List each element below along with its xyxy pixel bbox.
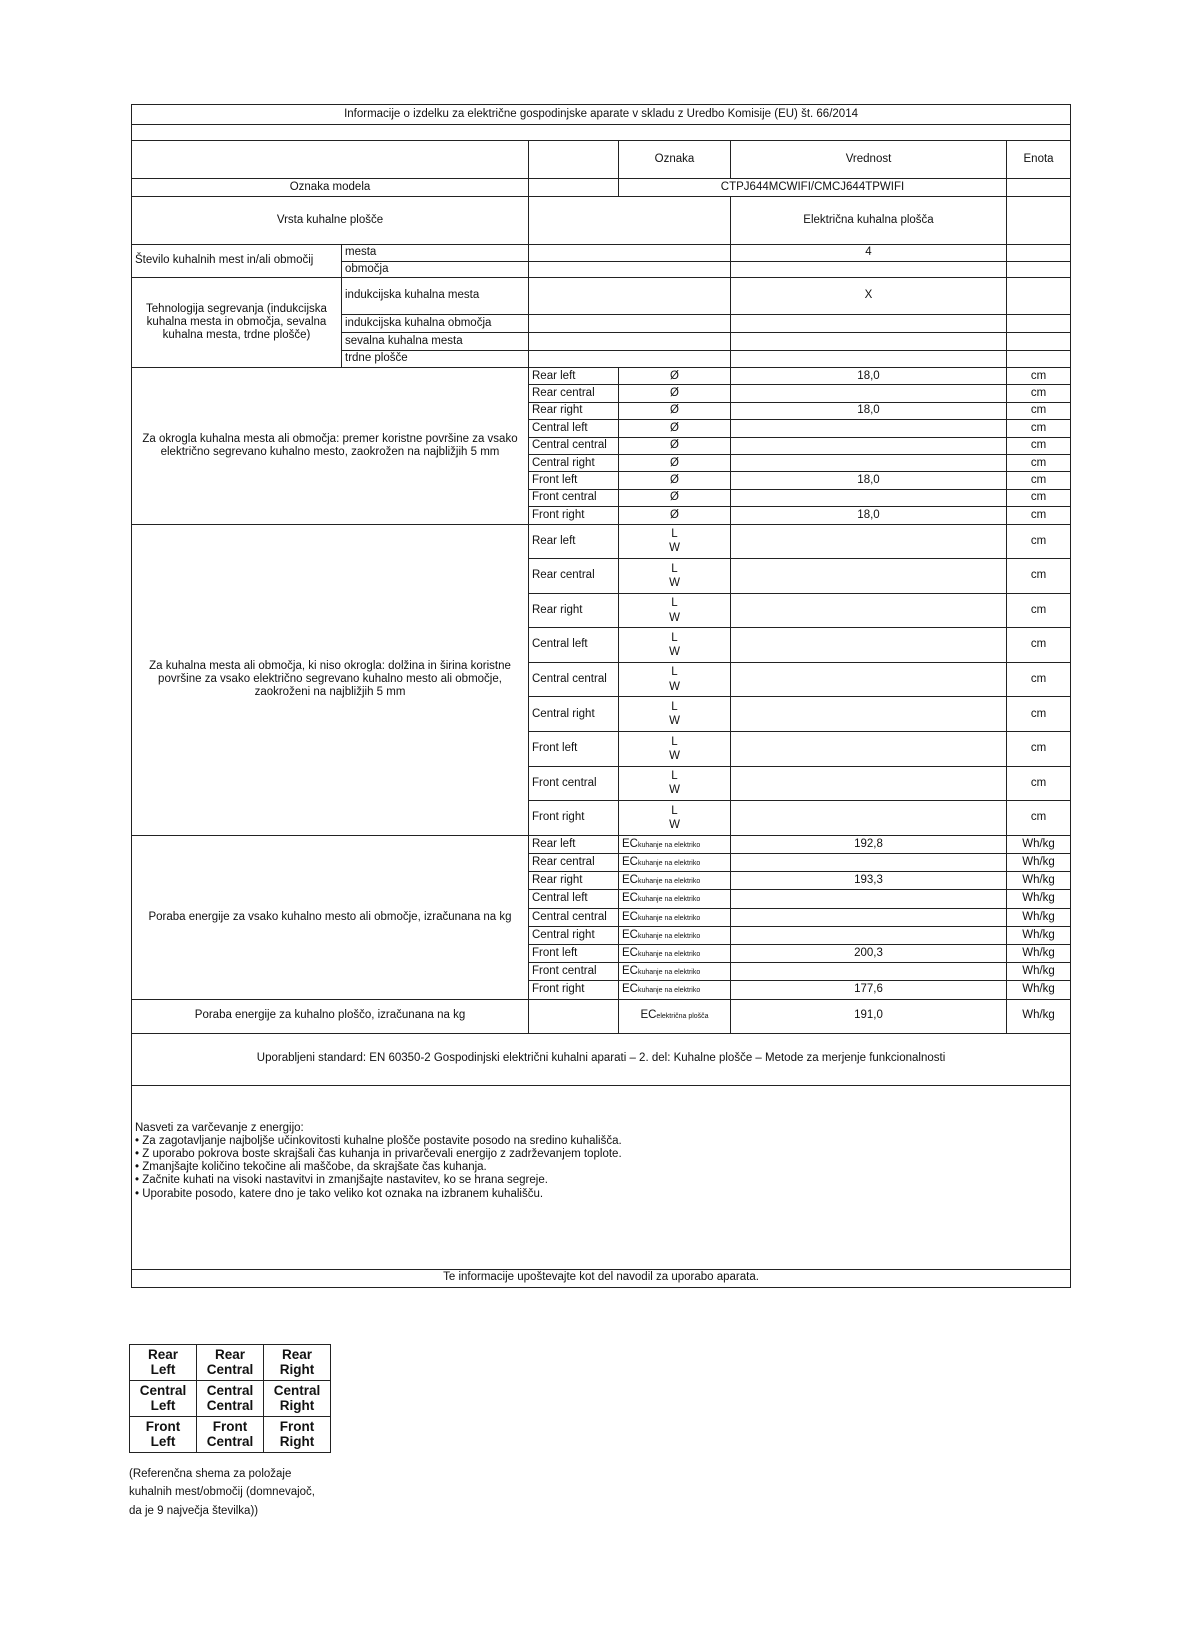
- energy-zone-unit: Wh/kg: [1007, 963, 1071, 981]
- lw-stack: [622, 700, 727, 729]
- lw-stack: [622, 527, 727, 556]
- energy-zone-unit: Wh/kg: [1007, 926, 1071, 944]
- reference-note: (Referenčna shema za položaje kuhalnih mest/območij (domnevajoč, da je 9 največja številka)): [129, 1468, 316, 1517]
- round-zone-value: [731, 489, 1007, 506]
- width-symbol: W: [669, 715, 680, 728]
- ec-symbol-main: EC: [640, 1009, 657, 1022]
- width-symbol: W: [669, 749, 680, 762]
- energy-zone-value: [731, 854, 1007, 872]
- width-symbol: W: [669, 784, 680, 797]
- length-width-symbols: [619, 732, 731, 767]
- lw-stack: [622, 631, 727, 660]
- energy-zone-unit: Wh/kg: [1007, 890, 1071, 908]
- round-zone-unit: cm: [1007, 385, 1071, 402]
- reference-grid-cell: Front Central: [197, 1417, 264, 1453]
- round-zone-value: [731, 454, 1007, 471]
- round-zone-unit: cm: [1007, 437, 1071, 454]
- length-symbol: L: [671, 804, 678, 817]
- column-enota: Enota: [1007, 141, 1071, 179]
- nonround-zone-unit: cm: [1007, 524, 1071, 559]
- footer-note: Te informacije upoštevajte kot del navodil za uporabo aparata.: [132, 1269, 1071, 1287]
- column-oznaka: Oznaka: [619, 141, 731, 179]
- energy-zone-value: 177,6: [731, 981, 1007, 999]
- blank-cell: [1007, 179, 1071, 197]
- tip-item: • Začnite kuhati na visoki nastavitvi in zmanjšajte nastavitev, ko se hrana segreje.: [135, 1174, 548, 1187]
- energy-zone-position: Rear central: [529, 854, 619, 872]
- ec-symbol-subscript: kuhanje na elektriko: [637, 969, 701, 977]
- reference-grid-cell: Central Left: [130, 1381, 197, 1417]
- width-symbol: W: [669, 819, 680, 832]
- lw-stack: [622, 596, 727, 625]
- spacer-row: [132, 125, 1071, 141]
- energy-zone-value: [731, 963, 1007, 981]
- round-zone-value: [731, 385, 1007, 402]
- round-zones-label: Za okrogla kuhalna mesta ali območja: premer koristne površine za vsako električno segrevano kuhalno mesto, zaokrožen na najbližjih 5 mm: [132, 368, 529, 525]
- ec-symbol-subscript: kuhanje na elektriko: [637, 987, 701, 995]
- ec-symbol: [622, 838, 700, 850]
- diameter-symbol: Ø: [619, 402, 731, 419]
- reference-grid-cell: Front Right: [264, 1417, 331, 1453]
- zones-count-sub-obmocja: območja: [342, 262, 529, 278]
- ec-symbol-main: EC: [622, 874, 638, 887]
- nonround-zone-unit: cm: [1007, 766, 1071, 801]
- hob-energy-symbol: [619, 999, 731, 1033]
- tip-item: • Zmanjšajte količino tekočine ali maščobe, da skrajšate čas kuhanja.: [135, 1161, 487, 1174]
- lw-stack: [622, 769, 727, 798]
- round-zone-value: 18,0: [731, 507, 1007, 524]
- length-width-symbols: [619, 559, 731, 594]
- round-zone-value: 18,0: [731, 472, 1007, 489]
- blank-cell: [529, 197, 731, 245]
- blank-cell: [529, 262, 731, 278]
- round-zone-position: Rear right: [529, 402, 619, 419]
- hob-energy-value: 191,0: [731, 999, 1007, 1033]
- energy-zone-value: 200,3: [731, 944, 1007, 962]
- ec-symbol-main: EC: [622, 837, 638, 850]
- standard-used: Uporabljeni standard: EN 60350-2 Gospodinjski električni kuhalni aparati – 2. del: Kuhalne plošče – Metode za merjenje funkcionalnosti: [132, 1033, 1071, 1085]
- energy-zone-symbol: [619, 981, 731, 999]
- zones-count-sub-mesta: mesta: [342, 245, 529, 262]
- nonround-zone-value: [731, 732, 1007, 767]
- width-symbol: W: [669, 646, 680, 659]
- hob-energy-label: Poraba energije za kuhalno ploščo, izračunana na kg: [132, 999, 529, 1033]
- tip-item: • Za zagotavljanje najboljše učinkovitosti kuhalne plošče postavite posodo na sredino kuhališča.: [135, 1134, 622, 1147]
- nonround-zone-value: [731, 593, 1007, 628]
- width-symbol: W: [669, 611, 680, 624]
- lw-stack: [622, 804, 727, 833]
- energy-zone-value: [731, 908, 1007, 926]
- nonround-zone-value: [731, 559, 1007, 594]
- diameter-symbol: Ø: [619, 420, 731, 437]
- length-symbol: L: [671, 770, 678, 783]
- round-zone-position: Central central: [529, 437, 619, 454]
- product-info-table: [131, 104, 1071, 1288]
- reference-grid-cell: Front Left: [130, 1417, 197, 1453]
- length-width-symbols: [619, 662, 731, 697]
- blank-cell: [529, 351, 731, 368]
- length-width-symbols: [619, 766, 731, 801]
- length-symbol: L: [671, 666, 678, 679]
- ec-symbol: [622, 965, 700, 977]
- nonround-zone-position: Rear left: [529, 524, 619, 559]
- technology-row-value: [731, 333, 1007, 351]
- length-symbol: L: [671, 700, 678, 713]
- energy-zone-unit: Wh/kg: [1007, 944, 1071, 962]
- nonround-zone-position: Central left: [529, 628, 619, 663]
- round-zone-position: Front central: [529, 489, 619, 506]
- round-zone-position: Front left: [529, 472, 619, 489]
- length-symbol: L: [671, 597, 678, 610]
- energy-zone-unit: Wh/kg: [1007, 872, 1071, 890]
- reference-position-grid: [129, 1344, 331, 1453]
- ec-symbol-main: EC: [622, 856, 638, 869]
- ec-symbol-subscript: kuhanje na elektriko: [637, 950, 701, 958]
- round-zone-unit: cm: [1007, 368, 1071, 385]
- nonround-zones-label: Za kuhalna mesta ali območja, ki niso okrogla: dolžina in širina koristne površine za vsako električno segrevano kuhalno mesto ali območje, zaokroženi na najbližjih 5 mm: [132, 524, 529, 835]
- energy-saving-tips: [132, 1085, 1071, 1269]
- zones-count-value: 4: [731, 245, 1007, 262]
- tip-item: • Z uporabo pokrova boste skrajšali čas kuhanja in privarčevali energijo z zadrževanjem toplote.: [135, 1147, 622, 1160]
- ec-symbol-subscript: kuhanje na elektriko: [637, 932, 701, 940]
- length-width-symbols: [619, 697, 731, 732]
- reference-grid-cell: Rear Right: [264, 1345, 331, 1381]
- blank-cell: [1007, 197, 1071, 245]
- diameter-symbol: Ø: [619, 472, 731, 489]
- model-label: Oznaka modela: [132, 179, 529, 197]
- energy-zone-position: Central right: [529, 926, 619, 944]
- energy-zone-symbol: [619, 963, 731, 981]
- energy-zone-symbol: [619, 872, 731, 890]
- technology-row-name: indukcijska kuhalna mesta: [342, 278, 529, 315]
- energy-zone-unit: Wh/kg: [1007, 835, 1071, 853]
- ec-symbol: [622, 911, 700, 923]
- tips-title: Nasveti za varčevanje z energijo:: [135, 1121, 304, 1134]
- energy-zone-position: Front left: [529, 944, 619, 962]
- ec-symbol-subscript: kuhanje na elektriko: [637, 841, 701, 849]
- nonround-zone-position: Front right: [529, 801, 619, 836]
- column-vrednost: Vrednost: [731, 141, 1007, 179]
- blank-cell: [1007, 245, 1071, 262]
- blank-cell: [132, 141, 529, 179]
- round-zone-unit: cm: [1007, 507, 1071, 524]
- hob-type-label: Vrsta kuhalne plošče: [132, 197, 529, 245]
- ec-symbol-main: EC: [622, 910, 638, 923]
- nonround-zone-position: Rear right: [529, 593, 619, 628]
- energy-zone-symbol: [619, 854, 731, 872]
- energy-per-zone-label: Poraba energije za vsako kuhalno mesto ali območje, izračunana na kg: [132, 835, 529, 999]
- technology-row-name: indukcijska kuhalna območja: [342, 315, 529, 333]
- lw-stack: [622, 665, 727, 694]
- technology-row-value: [731, 351, 1007, 368]
- ec-symbol-subscript: kuhanje na elektriko: [637, 896, 701, 904]
- diameter-symbol: Ø: [619, 489, 731, 506]
- ec-symbol: [622, 874, 700, 886]
- reference-grid-cell: Central Central: [197, 1381, 264, 1417]
- nonround-zone-unit: cm: [1007, 662, 1071, 697]
- nonround-zone-position: Front left: [529, 732, 619, 767]
- model-value: CTPJ644MCWIFI/CMCJ644TPWIFI: [619, 179, 1007, 197]
- nonround-zone-value: [731, 697, 1007, 732]
- round-zone-unit: cm: [1007, 454, 1071, 471]
- blank-cell: [1007, 351, 1071, 368]
- round-zone-value: [731, 420, 1007, 437]
- blank-cell: [529, 141, 619, 179]
- energy-zone-position: Central left: [529, 890, 619, 908]
- round-zone-unit: cm: [1007, 472, 1071, 489]
- width-symbol: W: [669, 576, 680, 589]
- round-zone-position: Rear left: [529, 368, 619, 385]
- technology-row-value: [731, 315, 1007, 333]
- energy-zone-symbol: [619, 908, 731, 926]
- technology-row-name: trdne plošče: [342, 351, 529, 368]
- energy-zone-position: Central central: [529, 908, 619, 926]
- diameter-symbol: Ø: [619, 507, 731, 524]
- technology-label: Tehnologija segrevanja (indukcijska kuhalna mesta in območja, sevalna kuhalna mesta, trdne plošče): [132, 278, 342, 368]
- ec-symbol-subscript: kuhanje na elektriko: [637, 914, 701, 922]
- energy-zone-unit: Wh/kg: [1007, 981, 1071, 999]
- length-width-symbols: [619, 524, 731, 559]
- diameter-symbol: Ø: [619, 454, 731, 471]
- ec-symbol-main: EC: [622, 892, 638, 905]
- ec-symbol: [640, 1009, 708, 1021]
- ec-symbol: [622, 947, 700, 959]
- nonround-zone-unit: cm: [1007, 732, 1071, 767]
- round-zone-position: Front right: [529, 507, 619, 524]
- blank-cell: [731, 262, 1007, 278]
- nonround-zone-unit: cm: [1007, 801, 1071, 836]
- blank-cell: [529, 333, 731, 351]
- ec-symbol-main: EC: [622, 965, 638, 978]
- tip-item: • Uporabite posodo, katere dno je tako veliko kot oznaka na izbranem kuhališču.: [135, 1187, 544, 1200]
- energy-zone-symbol: [619, 944, 731, 962]
- zones-count-label: Število kuhalnih mest in/ali območij: [132, 245, 342, 278]
- energy-zone-position: Rear left: [529, 835, 619, 853]
- energy-zone-position: Front right: [529, 981, 619, 999]
- nonround-zone-position: Central central: [529, 662, 619, 697]
- nonround-zone-position: Front central: [529, 766, 619, 801]
- ec-symbol: [622, 892, 700, 904]
- length-symbol: L: [671, 631, 678, 644]
- nonround-zone-value: [731, 662, 1007, 697]
- nonround-zone-value: [731, 801, 1007, 836]
- nonround-zone-value: [731, 524, 1007, 559]
- ec-symbol: [622, 929, 700, 941]
- hob-type-value: Električna kuhalna plošča: [731, 197, 1007, 245]
- blank-cell: [529, 315, 731, 333]
- nonround-zone-unit: cm: [1007, 628, 1071, 663]
- energy-zone-symbol: [619, 890, 731, 908]
- ec-symbol-main: EC: [622, 946, 638, 959]
- round-zone-value: 18,0: [731, 402, 1007, 419]
- reference-grid-cell: Rear Central: [197, 1345, 264, 1381]
- lw-stack: [622, 735, 727, 764]
- nonround-zone-unit: cm: [1007, 697, 1071, 732]
- ec-symbol: [622, 856, 700, 868]
- length-symbol: L: [671, 562, 678, 575]
- technology-row-name: sevalna kuhalna mesta: [342, 333, 529, 351]
- diameter-symbol: Ø: [619, 385, 731, 402]
- header-title: Informacije o izdelku za električne gospodinjske aparate v skladu z Uredbo Komisije (EU) št. 66/2014: [132, 105, 1071, 125]
- length-symbol: L: [671, 735, 678, 748]
- nonround-zone-unit: cm: [1007, 593, 1071, 628]
- length-width-symbols: [619, 801, 731, 836]
- nonround-zone-unit: cm: [1007, 559, 1071, 594]
- blank-cell: [1007, 333, 1071, 351]
- energy-zone-position: Rear right: [529, 872, 619, 890]
- round-zone-unit: cm: [1007, 402, 1071, 419]
- lw-stack: [622, 562, 727, 591]
- nonround-zone-value: [731, 766, 1007, 801]
- ec-symbol-subscript: električna plošča: [656, 1013, 709, 1021]
- blank-cell: [1007, 262, 1071, 278]
- energy-zone-value: 192,8: [731, 835, 1007, 853]
- nonround-zone-position: Central right: [529, 697, 619, 732]
- blank-cell: [529, 179, 619, 197]
- width-symbol: W: [669, 542, 680, 555]
- energy-zone-value: [731, 890, 1007, 908]
- blank-cell: [529, 999, 619, 1033]
- ec-symbol-subscript: kuhanje na elektriko: [637, 878, 701, 886]
- reference-grid-cell: Central Right: [264, 1381, 331, 1417]
- diameter-symbol: Ø: [619, 368, 731, 385]
- blank-cell: [529, 278, 731, 315]
- energy-zone-value: [731, 926, 1007, 944]
- length-width-symbols: [619, 628, 731, 663]
- round-zone-unit: cm: [1007, 489, 1071, 506]
- ec-symbol-main: EC: [622, 928, 638, 941]
- ec-symbol-main: EC: [622, 983, 638, 996]
- energy-zone-unit: Wh/kg: [1007, 854, 1071, 872]
- energy-zone-position: Front central: [529, 963, 619, 981]
- energy-zone-unit: Wh/kg: [1007, 908, 1071, 926]
- round-zone-position: Central right: [529, 454, 619, 471]
- blank-cell: [1007, 315, 1071, 333]
- nonround-zone-value: [731, 628, 1007, 663]
- ec-symbol: [622, 983, 700, 995]
- blank-cell: [1007, 278, 1071, 315]
- blank-cell: [529, 245, 731, 262]
- round-zone-value: 18,0: [731, 368, 1007, 385]
- energy-zone-symbol: [619, 926, 731, 944]
- round-zone-position: Rear central: [529, 385, 619, 402]
- round-zone-value: [731, 437, 1007, 454]
- info-sheet: [131, 104, 1070, 1288]
- round-zone-position: Central left: [529, 420, 619, 437]
- width-symbol: W: [669, 680, 680, 693]
- diameter-symbol: Ø: [619, 437, 731, 454]
- reference-grid-cell: Rear Left: [130, 1345, 197, 1381]
- round-zone-unit: cm: [1007, 420, 1071, 437]
- length-width-symbols: [619, 593, 731, 628]
- length-symbol: L: [671, 527, 678, 540]
- ec-symbol-subscript: kuhanje na elektriko: [637, 860, 701, 868]
- energy-zone-value: 193,3: [731, 872, 1007, 890]
- nonround-zone-position: Rear central: [529, 559, 619, 594]
- technology-row-value: X: [731, 278, 1007, 315]
- energy-zone-symbol: [619, 835, 731, 853]
- hob-energy-unit: Wh/kg: [1007, 999, 1071, 1033]
